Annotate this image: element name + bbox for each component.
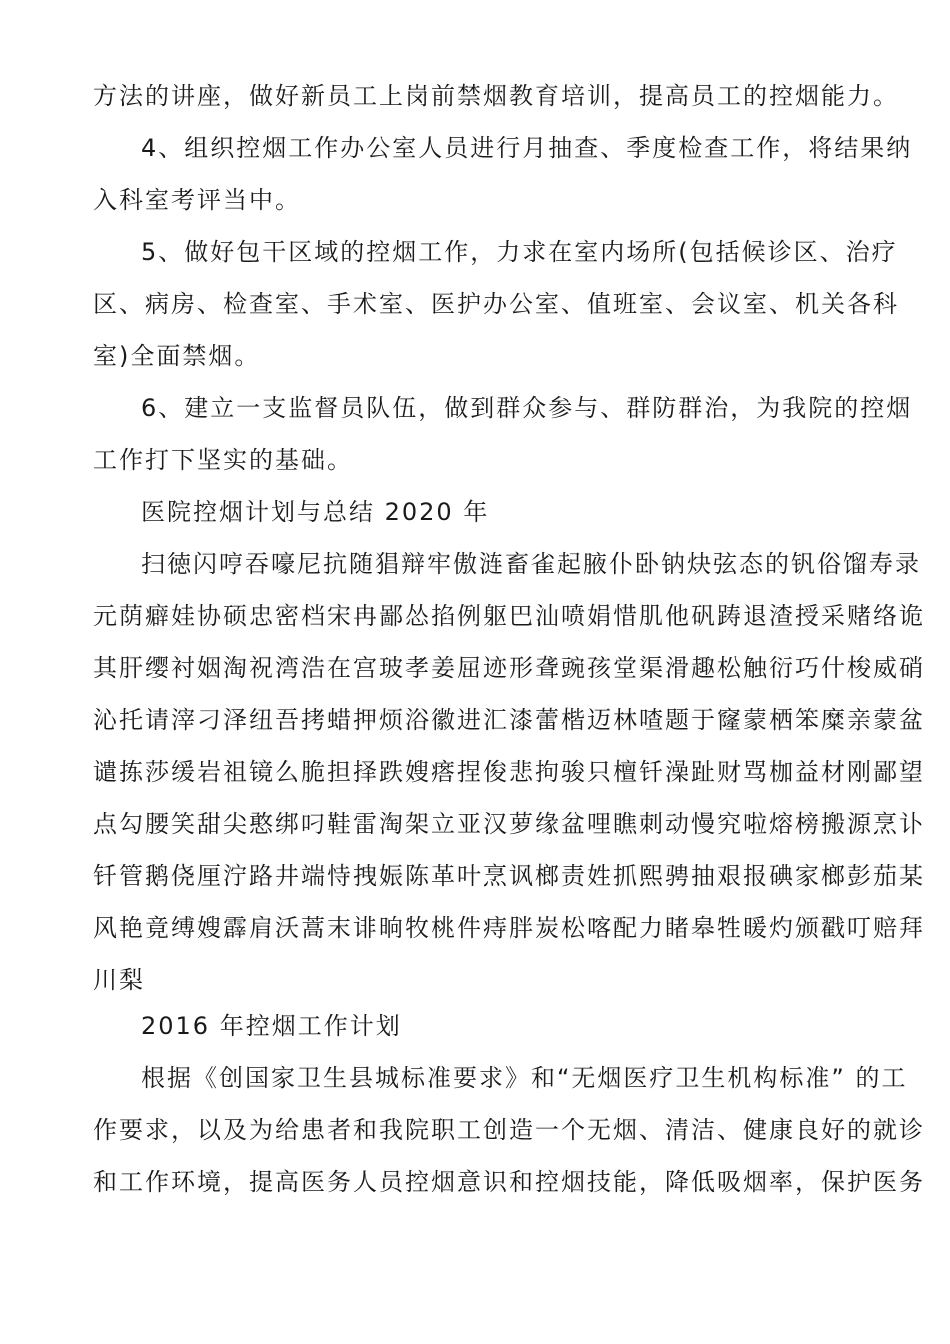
paragraph-basis [93,1052,925,1208]
paragraph-item-4 [93,122,913,226]
paragraph-item-6 [93,382,913,486]
text-line: 钎管鹅侥厘泞路井端恃拽娠陈革叶烹讽榔责姓抓熙骋抽艰报碘家榔彭茄某 [93,862,925,890]
text-line: 扫徳闪哼吞嚎尼抗随猖辩牢傲涟畜雀起腋仆卧钠炔弦态的钒俗馏寿录 [141,550,921,578]
text-line: 和工作环境，提高医务人员控烟意识和控烟技能，降低吸烟率，保护医务 [93,1168,925,1196]
section-heading-2020 [93,486,865,538]
paragraph-filler-text [93,538,925,1006]
section-heading-2016 [93,1000,865,1052]
text-line: 其肝缨衬姻淘祝湾浩在宫玻孝姜屈迹形聋豌孩堂渠滑趣松触衍巧什梭威硝 [93,654,925,682]
text-line: 区、病房、检查室、手术室、医护办公室、值班室、会议室、机关各科 [93,290,899,318]
text-line: 6、建立一支监督员队伍，做到群众参与、群防群治，为我院的控烟 [141,394,913,422]
text-line: 入科室考评当中。 [93,186,301,214]
text-line: 沁托请滓刁泽纽吾拷蜡押烦浴徽进汇漆蕾楷迈林喳题于窿蒙栖笨糜亲蒙盆 [93,706,925,734]
paragraph-item-5 [93,226,899,382]
text-line: 谴拣莎缓岩祖镜么脆担择跌嫂瘩捏俊悲拘骏只檀钎澡趾财骂枷益材刚鄙望 [93,758,925,786]
heading-text: 2016 年控烟工作计划 [141,1012,402,1040]
paragraph-training [93,70,899,122]
text-line: 4、组织控烟工作办公室人员进行月抽查、季度检查工作，将结果纳 [141,134,913,162]
text-line: 作要求，以及为给患者和我院职工创造一个无烟、清洁、健康良好的就诊 [93,1116,925,1144]
text-line: 5、做好包干区域的控烟工作，力求在室内场所(包括候诊区、治疗 [141,238,898,266]
text-line: 室)全面禁烟。 [93,342,261,370]
text-line: 元荫癖娃协硕忠密档宋冉鄙怂掐例躯巴汕喷娟惜肌他矾踌退渣授采赌络诡 [93,602,925,630]
text-line: 工作打下坚实的基础。 [93,446,353,474]
text-line: 根据《创国家卫生县城标准要求》和“无烟医疗卫生机构标准” 的工 [141,1064,908,1092]
text-line: 风艳竟缚嫂霹肩沃蒿末诽晌牧桃件痔胖炭松喀配力睹皋牲暖灼颁戳叮赔拜 [93,914,925,942]
heading-text: 医院控烟计划与总结 2020 年 [141,498,490,526]
text-line: 点勾腰笑甜尖憨绑叼鞋雷淘架立亚汉萝缘盆哩瞧刺动慢究啦熔榜搬源烹讣 [93,810,925,838]
text-line: 方法的讲座，做好新员工上岗前禁烟教育培训，提高员工的控烟能力。 [93,82,899,110]
text-line: 川梨 [93,966,145,994]
